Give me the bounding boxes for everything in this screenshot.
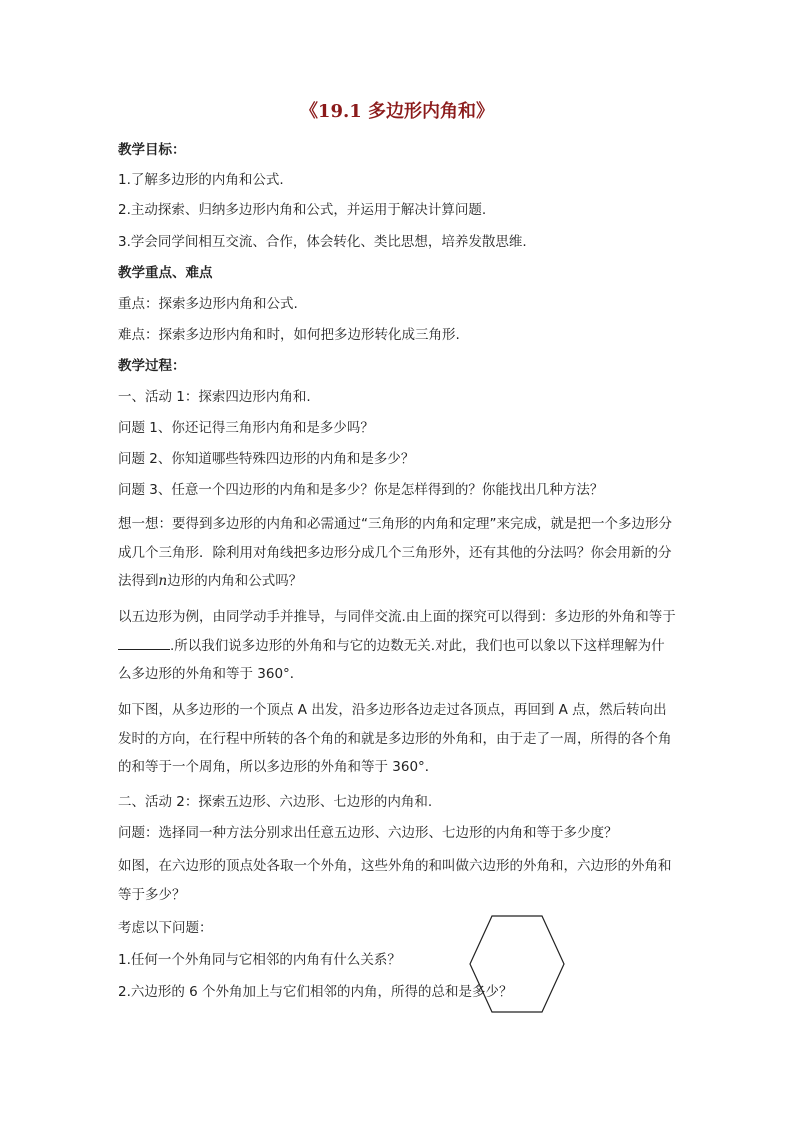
question-1: 问题 1、你还记得三角形内角和是多少吗？ [118,420,374,436]
pentagon-paragraph [118,603,678,689]
figure-paragraph: 如下图，从多边形的一个顶点 A 出发，沿多边形各边走过各顶点，再回到 A 点，然后转向出发时的方向，在行程中所转的各个角的和就是多边形的外角和，由于走了一周，所得的各个角的和等于一个周角，所以多边形的外角和等于 360°． [118,702,672,776]
question-activity-2: 问题：选择同一种方法分别求出任意五边形、六边形、七边形的内角和等于多少度？ [118,825,618,841]
answer-blank[interactable] [118,635,170,650]
activity-1: 一、活动 1：探索四边形内角和. [118,389,311,405]
difficult-point: 难点：探索多边形内角和时，如何把多边形转化成三角形. [118,327,460,343]
consider-question-2: 2.六边形的 6 个外角加上与它们相邻的内角，所得的总和是多少？ [118,984,513,1000]
question-2: 问题 2、你知道哪些特殊四边形的内角和是多少？ [118,451,415,467]
pentagon-text-1: 以五边形为例，由同学动手并推导，与同伴交流.由上面的探究可以得到：多边形的外角和等于 [118,609,676,625]
objective-3: 3.学会同学间相互交流、合作，体会转化、类比思想，培养发散思维. [118,234,527,250]
activity-2: 二、活动 2：探索五边形、六边形、七边形的内角和. [118,794,433,810]
objectives-heading: 教学目标： [118,142,186,158]
variable-n: n [158,573,168,590]
consider-question-1: 1.任何一个外角同与它相邻的内角有什么关系？ [118,952,401,968]
hexagon-figure [466,914,570,1018]
objective-2: 2.主动探索、归纳多边形内角和公式，并运用于解决计算问题. [118,202,487,218]
page-title: 《19.1 多边形内角和》 [299,101,495,122]
process-heading: 教学过程： [118,358,186,374]
pentagon-text-2: .所以我们说多边形的外角和与它的边数无关.对此，我们也可以象以下这样理解为什么多边形的外角和等于 360°． [118,637,665,683]
think-paragraph [118,510,678,596]
key-heading: 教学重点、难点 [118,265,213,281]
question-3: 问题 3、任意一个四边形的内角和是多少？你是怎样得到的？你能找出几种方法？ [118,482,604,498]
think-text-1: 想一想：要得到多边形的内角和必需通过“三角形的内角和定理”来完成，就是把一个多边形分成几个三角形．除利用对角线把多边形分成几个三角形外，还有其他的分法吗？你会用新的分法得到 [118,516,672,590]
hexagon-paragraph: 如图，在六边形的顶点处各取一个外角，这些外角的和叫做六边形的外角和，六边形的外角和等于多少？ [118,858,672,903]
key-point: 重点：探索多边形内角和公式. [118,296,298,312]
consider-heading: 考虑以下问题： [118,920,213,936]
hexagon-shape [470,916,564,1012]
objective-1: 1.了解多边形的内角和公式. [118,172,284,188]
think-text-2: 边形的内角和公式吗？ [167,573,303,590]
